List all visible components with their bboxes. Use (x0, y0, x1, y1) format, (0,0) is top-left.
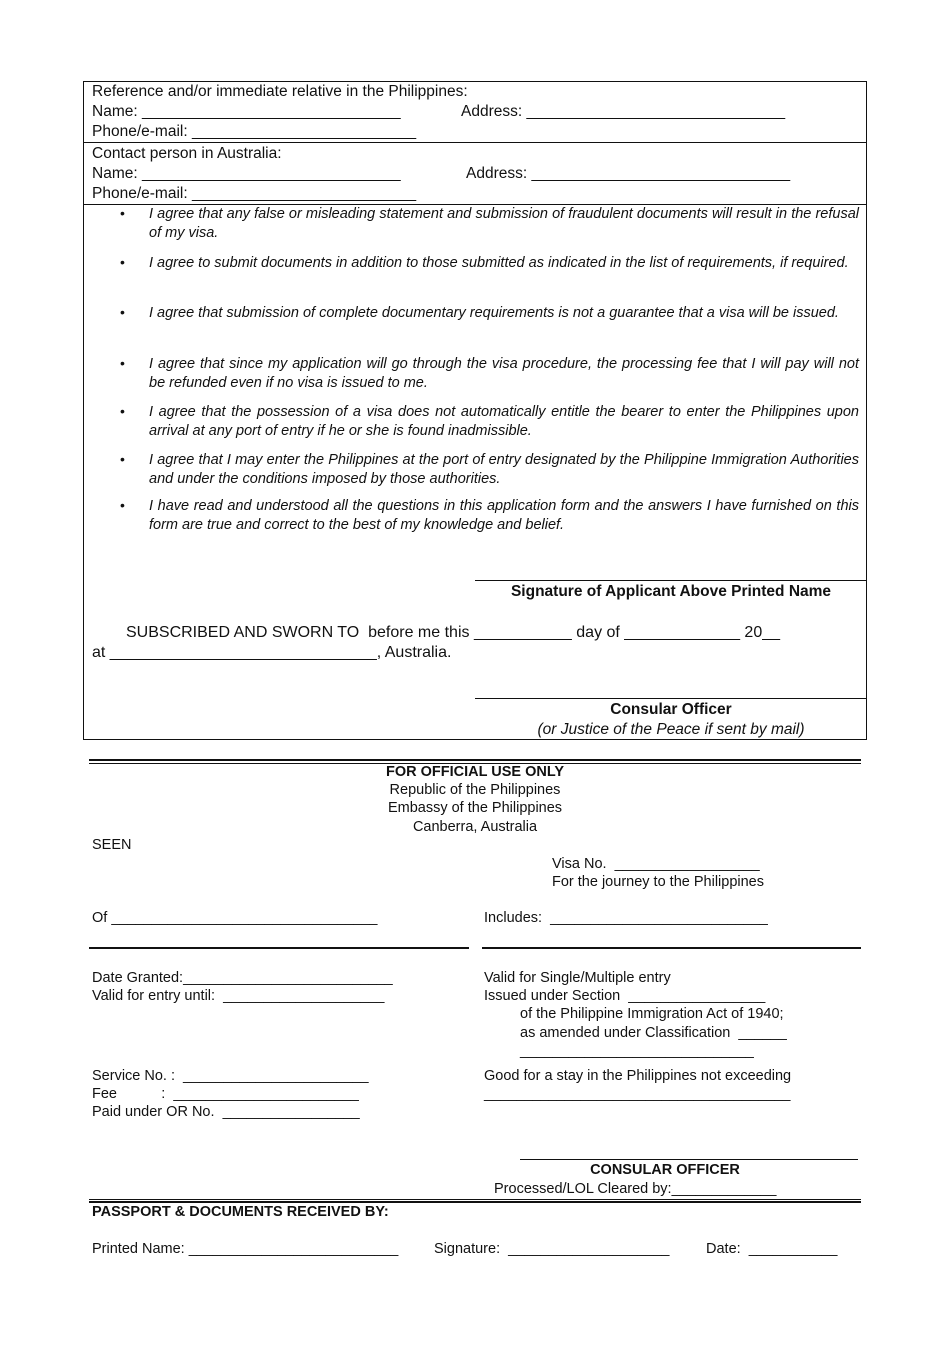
applicant-signature-label: Signature of Applicant Above Printed Name (510, 583, 832, 600)
visa-no-field[interactable]: Visa No. __________________ (552, 856, 760, 872)
bullet-icon: • (120, 451, 125, 467)
paid-under-field[interactable]: Paid under OR No. _________________ (92, 1104, 360, 1120)
reference-address-field[interactable]: Address: ______________________________ (461, 103, 786, 120)
australia-phone-field[interactable]: Phone/e-mail: __________________________ (92, 185, 417, 202)
divider (84, 142, 867, 143)
journey-label: For the journey to the Philippines (552, 874, 764, 890)
declaration-item: I have read and understood all the questions in this application form and the answers I have furnished on this form are true and correct to the best of my knowledge and belief. (149, 498, 859, 533)
classification-field[interactable]: as amended under Classification ______ (520, 1025, 787, 1041)
declaration-item: I agree to submit documents in addition to those submitted as indicated in the list of requirements, if required. (149, 255, 849, 271)
consular-signature-line[interactable] (475, 698, 867, 699)
sworn-statement-line2[interactable]: at ______________________________, Australia. (92, 644, 452, 661)
australia-name-field[interactable]: Name: ______________________________ (92, 165, 401, 182)
valid-entry-label: Valid for Single/Multiple entry (484, 970, 671, 986)
service-no-field[interactable]: Service No. : _______________________ (92, 1068, 369, 1084)
bullet-icon: • (120, 304, 125, 320)
official-use-heading: FOR OFFICIAL USE ONLY (385, 764, 565, 780)
good-for-blank[interactable]: ______________________________________ (484, 1086, 791, 1102)
includes-field[interactable]: Includes: ___________________________ (484, 910, 768, 926)
declaration-item: I agree that submission of complete documentary requirements is not a guarantee that a visa will be issued. (149, 305, 839, 321)
consular-officer-signature-line[interactable] (520, 1159, 858, 1160)
act-label: of the Philippine Immigration Act of 1940; (520, 1006, 784, 1022)
declaration-item: I agree that the possession of a visa does not automatically entitle the bearer to enter the Philippines upon arrival at any port of entry if he or she is found inadmissible. (149, 404, 859, 439)
consular-officer-subtitle: (or Justice of the Peace if sent by mail) (537, 721, 805, 738)
declaration-item: I agree that I may enter the Philippines at the port of entry designated by the Philippine Immigration Authorities and under the conditions imposed by those authorities. (149, 452, 859, 487)
australia-heading: Contact person in Australia: (92, 145, 282, 162)
official-republic: Republic of the Philippines (389, 782, 561, 798)
official-location: Canberra, Australia (412, 819, 538, 835)
sworn-statement-line1[interactable]: SUBSCRIBED AND SWORN TO before me this ___________ day of _____________ 20__ (126, 624, 781, 641)
bullet-icon: • (120, 254, 125, 270)
seen-label: SEEN (92, 837, 132, 853)
received-heading: PASSPORT & DOCUMENTS RECEIVED BY: (92, 1204, 389, 1220)
section-rule-left (89, 947, 469, 949)
date-granted-field[interactable]: Date Granted:__________________________ (92, 970, 393, 986)
processed-field[interactable]: Processed/LOL Cleared by:_____________ (494, 1181, 777, 1197)
received-date-field[interactable]: Date: ___________ (706, 1241, 838, 1257)
bullet-icon: • (120, 355, 125, 371)
declaration-item: I agree that any false or misleading statement and submission of fraudulent documents will result in the refusal of my visa. (149, 206, 859, 241)
valid-until-field[interactable]: Valid for entry until: ____________________ (92, 988, 385, 1004)
printed-name-field[interactable]: Printed Name: __________________________ (92, 1241, 399, 1257)
reference-heading: Reference and/or immediate relative in the Philippines: (92, 83, 468, 100)
consular-officer-title: Consular Officer (610, 701, 732, 718)
fee-field[interactable]: Fee : _______________________ (92, 1086, 359, 1102)
bullet-icon: • (120, 497, 125, 513)
australia-address-field[interactable]: Address: ______________________________ (466, 165, 791, 182)
of-field[interactable]: Of _________________________________ (92, 910, 378, 926)
bullet-icon: • (120, 205, 125, 221)
declaration-item: I agree that since my application will go through the visa procedure, the processing fee that I will pay will not be refunded even if no visa is issued to me. (149, 356, 859, 391)
applicant-signature-line[interactable] (475, 580, 867, 581)
official-divider (89, 759, 861, 761)
consular-officer-label: CONSULAR OFFICER (590, 1162, 740, 1178)
issued-under-field[interactable]: Issued under Section _________________ (484, 988, 766, 1004)
reference-phone-field[interactable]: Phone/e-mail: __________________________ (92, 123, 417, 140)
good-for-label: Good for a stay in the Philippines not exceeding (484, 1068, 792, 1084)
received-divider (89, 1199, 861, 1200)
bullet-icon: • (120, 403, 125, 419)
section-rule-right (482, 947, 861, 949)
received-signature-field[interactable]: Signature: ____________________ (434, 1241, 670, 1257)
official-embassy: Embassy of the Philippines (387, 800, 563, 816)
reference-name-field[interactable]: Name: ______________________________ (92, 103, 401, 120)
classification-blank[interactable]: _____________________________ (520, 1043, 754, 1059)
